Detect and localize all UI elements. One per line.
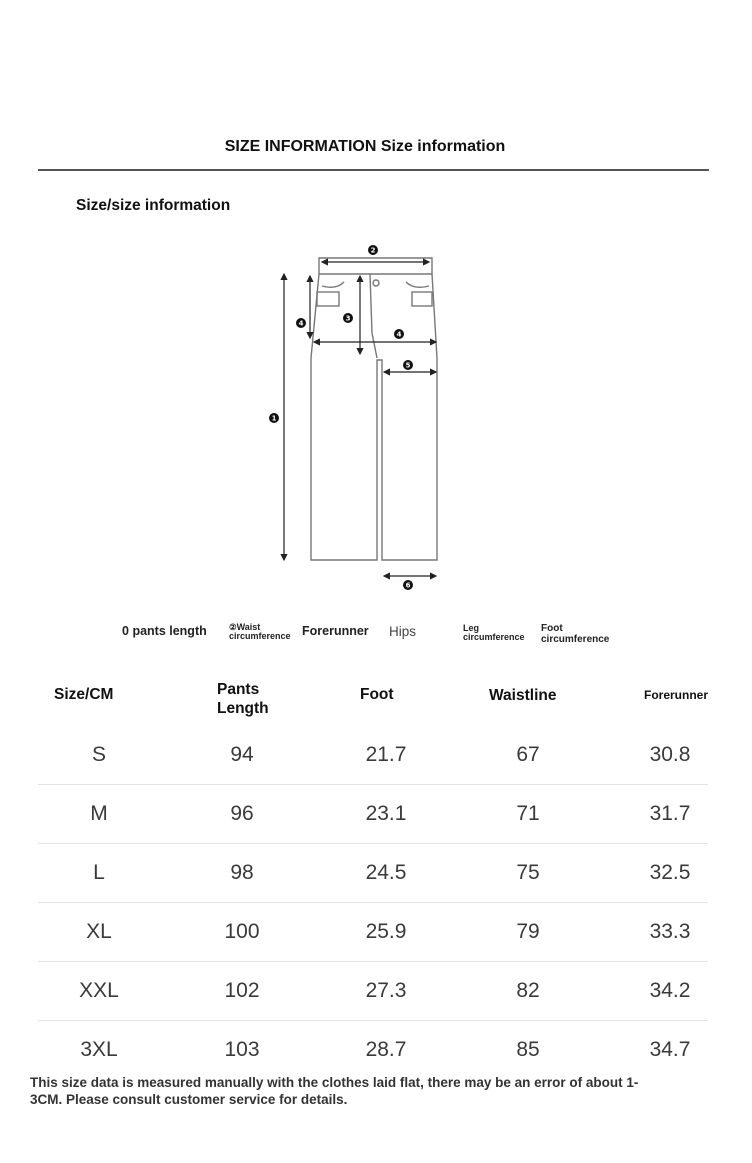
header-forerunner: Forerunner [644,688,709,702]
table-cell: 24.5 [365,861,407,884]
header-waistline: Waistline [489,687,557,704]
table-cell: 30.8 [649,743,691,766]
legend-hips: Hips [389,624,417,639]
table-cell: 82 [516,979,540,1002]
table-cell: 23.1 [365,802,407,825]
table-cell: 85 [516,1038,540,1061]
table-cell: 21.7 [365,743,407,766]
table-cell: XL [86,920,112,943]
marker-4: 4 [396,330,402,339]
marker-6: 6 [405,581,411,590]
table-cell: L [93,861,105,884]
header-pants-length: Pants Length [217,681,269,717]
table-row [38,962,708,1021]
table-cell: 100 [224,920,260,943]
header-foot: Foot [360,686,394,703]
marker-1: 1 [271,414,277,423]
table-cell: 34.2 [649,979,691,1002]
table-cell: 31.7 [649,802,691,825]
table-cell: 103 [224,1038,260,1061]
table-cell: 33.3 [649,920,691,943]
legend-pants-length: 0 pants length [122,624,207,638]
marker-3: 3 [345,314,351,323]
table-row [38,726,708,785]
table-cell: 71 [516,802,540,825]
table-cell: 32.5 [649,861,691,884]
marker-4-side: 4 [298,319,304,328]
pants-outline-icon [311,258,437,560]
table-row [38,785,708,844]
page-title: SIZE INFORMATION Size information [224,138,506,155]
table-cell: XXL [79,979,119,1002]
table-cell: M [90,802,108,825]
table-cell: 79 [516,920,540,943]
table-cell: 98 [230,861,254,884]
section-heading: Size/size information [76,197,231,214]
table-cell: 67 [516,743,540,766]
table-row [38,903,708,962]
legend-foot: Foot circumference [541,623,610,645]
table-cell: 96 [230,802,254,825]
marker-5: 5 [405,361,411,370]
table-cell: 25.9 [365,920,407,943]
pants-diagram [262,238,452,598]
table-cell: 27.3 [365,979,407,1002]
legend-forerunner: Forerunner [302,624,369,638]
table-cell: 28.7 [365,1038,407,1061]
table-cell: 102 [224,979,260,1002]
table-cell: 3XL [80,1038,118,1061]
table-body [38,668,710,1068]
table-row [38,844,708,903]
table-cell: S [91,743,106,766]
legend-waist: ②Waist circumference [229,622,291,642]
header-size: Size/CM [54,686,114,703]
legend-leg: Leg circumference [463,623,525,643]
title-divider [38,169,709,171]
table-row [38,1021,708,1079]
footnote: This size data is measured manually with the clothes laid flat, there may be an error of about 1-3CM. Please consult customer service for details. [30,1075,639,1107]
table-cell: 34.7 [649,1038,691,1061]
table-cell: 75 [516,861,540,884]
table-cell: 94 [230,743,254,766]
marker-2: 2 [370,246,376,255]
